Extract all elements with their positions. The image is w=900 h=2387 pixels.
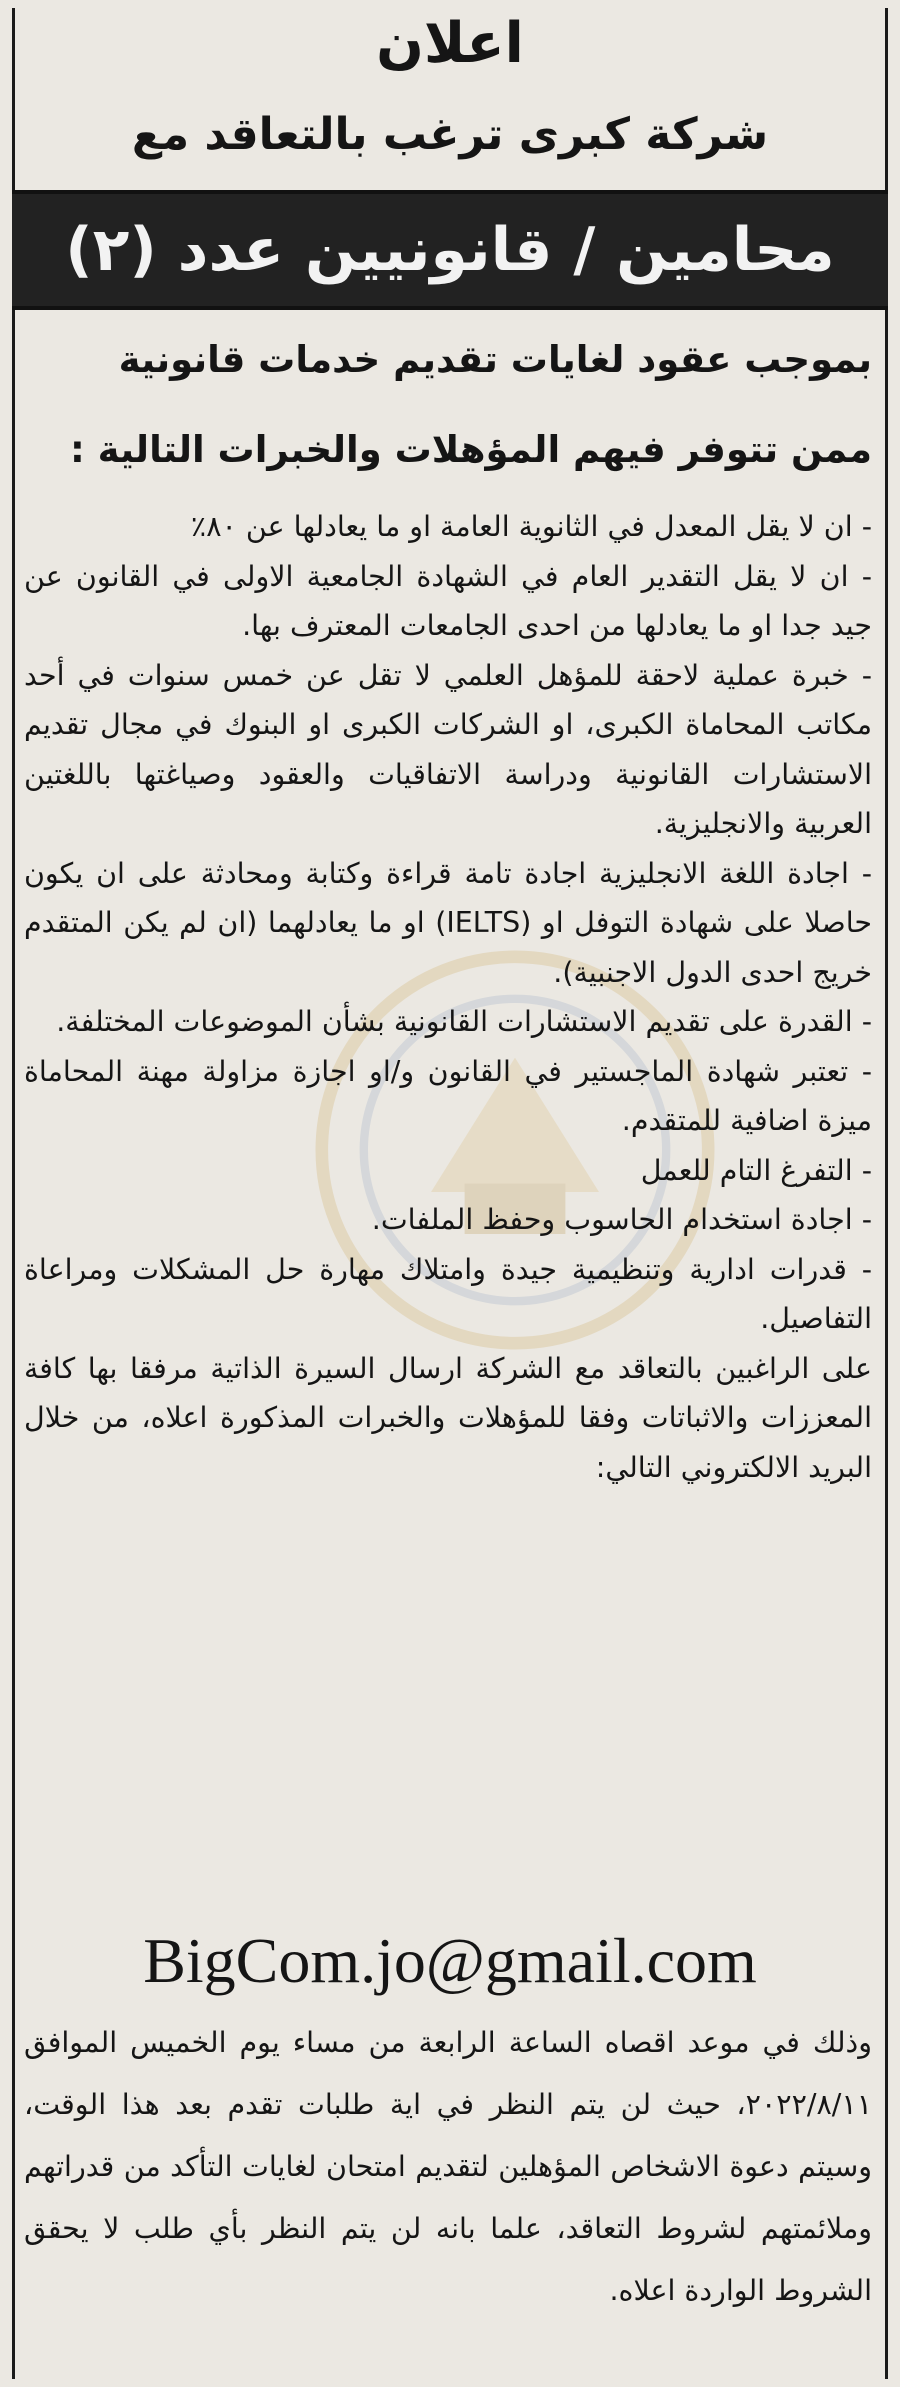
requirement-item: - تعتبر شهادة الماجستير في القانون و/او اجازة مزاولة مهنة المحاماة ميزة اضافية للمتقدم.: [24, 1054, 872, 1137]
closing-text: وذلك في موعد اقصاه الساعة الرابعة من مساء يوم الخميس الموافق ٢٠٢٢/٨/١١، حيث لن يتم النظر في اية طلبات تقدم بعد هذا الوقت، وسيتم دعوة الاشخاص المؤهلين لتقديم امتحان لغايات التأكد من قدراتهم وملائمتهم لشروط التعاقد، علما بانه لن يتم النظر بأي طلب لا يحقق الشروط الواردة اعلاه.: [24, 2026, 872, 2307]
position-banner: [12, 190, 888, 310]
application-paragraph: على الراغبين بالتعاقد مع الشركة ارسال السيرة الذاتية مرفقا بها كافة المعززات والاثباتات وفقا للمؤهلات والخبرات المذكورة اعلاه، من خلال البريد الالكتروني التالي:: [24, 1351, 872, 1484]
ad-title: اعلان: [376, 11, 524, 76]
requirement-item: - ان لا يقل التقدير العام في الشهادة الجامعية الاولى في القانون عن جيد جدا او ما يعادلها من احدى الجامعات المعترف بها.: [24, 559, 872, 642]
requirement-item: - خبرة عملية لاحقة للمؤهل العلمي لا تقل عن خمس سنوات في أحد مكاتب المحاماة الكبرى، او الشركات الكبرى او البنوك في مجال تقديم الاستشارات القانونية ودراسة الاتفاقيات والعقود وصياغتها باللغتين العربية والانجليزية.: [24, 658, 872, 840]
requirements-list: [24, 502, 872, 1492]
requirement-item: - ان لا يقل المعدل في الثانوية العامة او ما يعادلها عن ٨٠٪: [190, 510, 872, 543]
requirement-item: - اجادة اللغة الانجليزية اجادة تامة قراءة وكتابة ومحادثة على ان يكون حاصلا على شهادة التوفل او (IELTS) او ما يعادلهما (ان لم يكن المتقدم خريج احدى الدول الاجنبية).: [24, 856, 872, 989]
contact-email[interactable]: BigCom.jo@gmail.com: [143, 1925, 757, 1996]
closing-paragraph: [24, 2012, 872, 2322]
intro-paragraph: بموجب عقود لغايات تقديم خدمات قانونية ممن تتوفر فيهم المؤهلات والخبرات التالية :: [69, 338, 872, 471]
requirement-item: - قدرات ادارية وتنظيمية جيدة وامتلاك مهارة حل المشكلات ومراعاة التفاصيل.: [24, 1252, 872, 1335]
position-title: محامين / قانونيين عدد (٢): [65, 215, 835, 285]
ad-subtitle: شركة كبرى ترغب بالتعاقد مع: [131, 109, 769, 160]
requirement-item: - التفرغ التام للعمل: [640, 1153, 872, 1187]
requirement-item: - القدرة على تقديم الاستشارات القانونية بشأن الموضوعات المختلفة.: [56, 1005, 872, 1038]
requirement-item: - اجادة استخدام الحاسوب وحفظ الملفات.: [371, 1203, 872, 1236]
